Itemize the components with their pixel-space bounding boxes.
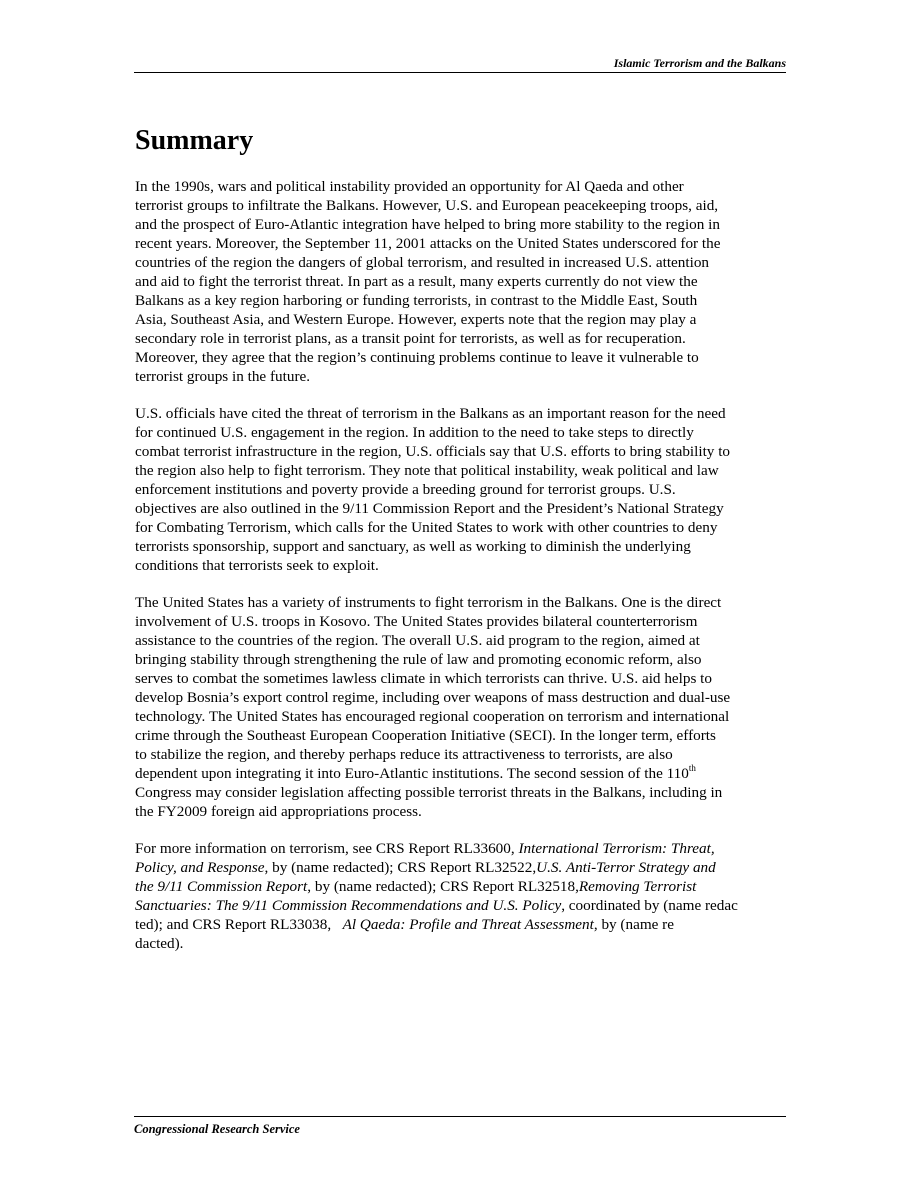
text-run: ted); and CRS Report RL33038, <box>135 916 343 933</box>
text-run: , by (name redacted); CRS Report RL32518, <box>307 878 579 895</box>
running-title: Islamic Terrorism and the Balkans <box>613 56 786 70</box>
text-line: technology. The United States has encouraged regional cooperation on terrorism and international <box>135 708 730 725</box>
text-line: Moreover, they agree that the region’s continuing problems continue to leave it vulnerable to <box>135 349 699 366</box>
text-line <box>135 896 790 915</box>
text-line: Asia, Southeast Asia, and Western Europe. However, experts note that the region may play a <box>135 311 697 328</box>
text-line: crime through the Southeast European Cooperation Initiative (SECI). In the longer term, efforts <box>135 727 716 744</box>
document-body <box>135 177 790 953</box>
text-line <box>135 858 790 877</box>
paragraph-1 <box>135 177 790 386</box>
ordinal-superscript: th <box>688 762 696 773</box>
report-title-link: Al Qaeda: Profile and Threat Assessment <box>342 916 594 933</box>
text-line: countries of the region the dangers of global terrorism, and resulted in increased U.S. attention <box>135 254 710 271</box>
text-line <box>135 839 790 858</box>
text-line: and aid to fight the terrorist threat. In part as a result, many experts currently do not view the <box>135 273 698 290</box>
footer-text: Congressional Research Service <box>134 1122 300 1136</box>
text-line: enforcement institutions and poverty provide a breeding ground for terrorist groups. U.S. <box>135 481 676 498</box>
text-run: dependent upon integrating it into Euro-Atlantic institutions. The second session of the 110 <box>135 765 689 782</box>
text-line: to stabilize the region, and thereby perhaps reduce its attractiveness to terrorists, are also <box>135 746 673 763</box>
text-line <box>135 764 790 783</box>
text-line: terrorist groups in the future. <box>135 368 311 385</box>
report-title-link: Removing Terrorist <box>578 878 697 895</box>
text-line: Balkans as a key region harboring or funding terrorists, in contrast to the Middle East, South <box>135 292 698 309</box>
report-title-link: the 9/11 Commission Report <box>135 878 308 895</box>
text-line: Congress may consider legislation affecting possible terrorist threats in the Balkans, including in <box>135 784 723 801</box>
text-line: combat terrorist infrastructure in the region, U.S. officials say that U.S. efforts to bring stability to <box>135 443 731 460</box>
text-line: for Combating Terrorism, which calls for the United States to work with other countries to deny <box>135 519 718 536</box>
report-title-link: Sanctuaries: The 9/11 Commission Recommendations and U.S. Policy <box>135 897 562 914</box>
text-line: In the 1990s, wars and political instability provided an opportunity for Al Qaeda and other <box>135 178 684 195</box>
text-run: , by (name redacted); CRS Report RL32522, <box>264 859 537 876</box>
text-line: The United States has a variety of instruments to fight terrorism in the Balkans. One is the direct <box>135 594 722 611</box>
report-title-link: U.S. Anti-Terror Strategy and <box>536 859 716 876</box>
page-title: Summary <box>135 125 254 156</box>
text-line: involvement of U.S. troops in Kosovo. The United States provides bilateral counterterrorism <box>135 613 698 630</box>
text-line: bringing stability through strengthening the rule of law and promoting economic reform, also <box>135 651 702 668</box>
text-run: , by (name re <box>593 916 674 933</box>
text-line: the FY2009 foreign aid appropriations process. <box>135 803 422 820</box>
page-footer <box>134 1116 786 1138</box>
text-line: for continued U.S. engagement in the region. In addition to the need to take steps to directly <box>135 424 694 441</box>
text-line: recent years. Moreover, the September 11, 2001 attacks on the United States underscored for the <box>135 235 721 252</box>
text-line: assistance to the countries of the region. The overall U.S. aid program to the region, aimed at <box>135 632 700 649</box>
paragraph-2 <box>135 404 790 575</box>
text-line: terrorists sponsorship, support and sanctuary, as well as working to diminish the underlying <box>135 538 691 555</box>
text-line: secondary role in terrorist plans, as a transit point for terrorists, as well as for recuperation. <box>135 330 686 347</box>
text-line: and the prospect of Euro-Atlantic integration have helped to bring more stability to the region in <box>135 216 720 233</box>
text-line: develop Bosnia’s export control regime, including over weapons of mass destruction and dual-use <box>135 689 731 706</box>
text-line <box>135 915 790 934</box>
text-line: the region also help to fight terrorism. They note that political instability, weak political and law <box>135 462 719 479</box>
running-header <box>134 54 786 73</box>
text-line: conditions that terrorists seek to exploit. <box>135 557 379 574</box>
text-line: objectives are also outlined in the 9/11 Commission Report and the President’s National Strategy <box>135 500 724 517</box>
text-run: For more information on terrorism, see CRS Report RL33600, <box>135 840 519 857</box>
paragraph-4-references <box>135 839 790 953</box>
text-line: U.S. officials have cited the threat of terrorism in the Balkans as an important reason for the need <box>135 405 726 422</box>
text-line: serves to combat the sometimes lawless climate in which terrorists can thrive. U.S. aid helps to <box>135 670 712 687</box>
report-title-link: International Terrorism: Threat, <box>518 840 715 857</box>
report-title-link: Policy, and Response <box>135 859 265 876</box>
text-run: , coordinated by (name redac <box>561 897 738 914</box>
text-line: terrorist groups to infiltrate the Balkans. However, U.S. and European peacekeeping troops, aid, <box>135 197 719 214</box>
paragraph-3 <box>135 593 790 821</box>
text-line: dacted). <box>135 935 184 952</box>
text-line <box>135 877 790 896</box>
